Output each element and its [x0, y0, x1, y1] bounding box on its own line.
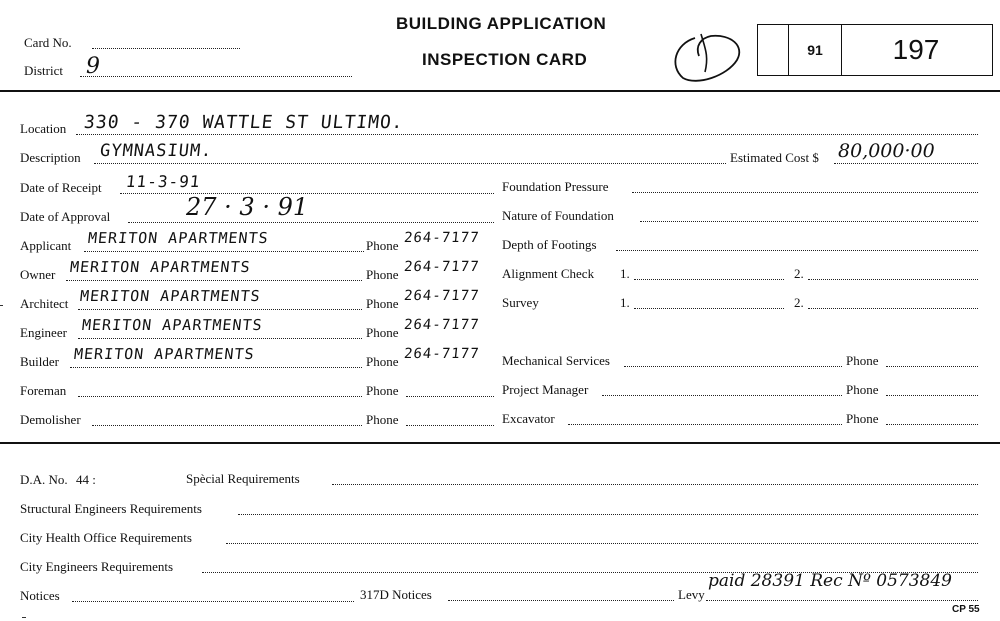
survey-1-label: 1. — [620, 295, 630, 310]
foreman-phone-line — [406, 396, 494, 397]
builder-phone-value: 264-7177 — [403, 346, 481, 362]
mechanical-label: Mechanical Services — [502, 353, 610, 368]
levy-value: paid 28391 Rec Nº 0573849 — [708, 571, 952, 591]
survey-1-line — [634, 308, 784, 309]
card-number-small-cell — [788, 25, 842, 75]
da-no-label: D.A. No. — [20, 472, 68, 487]
card-number-large: 197 — [892, 34, 940, 65]
date-receipt-value: 11-3-91 — [125, 172, 202, 191]
owner-label: Owner — [20, 267, 56, 282]
margin-tick — [0, 305, 3, 306]
engineer-label: Engineer — [20, 325, 67, 340]
foreman-label: Foreman — [20, 383, 67, 398]
excavator-phone-line — [886, 424, 978, 425]
levy-line — [706, 600, 978, 601]
excavator-label: Excavator — [502, 411, 555, 426]
notices-label: Notices — [20, 588, 60, 603]
owner-value: MERITON APARTMENTS — [69, 258, 252, 276]
notices-317-line — [448, 600, 674, 601]
alignment-1-label: 1. — [620, 266, 630, 281]
owner-line — [66, 280, 362, 281]
card-number-box — [757, 24, 993, 76]
header-rule — [0, 90, 1000, 92]
description-line — [94, 163, 726, 164]
alignment-check-label: Alignment Check — [502, 266, 595, 281]
alignment-2-line — [808, 279, 978, 280]
builder-phone-label: Phone — [366, 354, 399, 369]
health-req-label: City Health Office Requirements — [20, 530, 192, 545]
owner-phone-label: Phone — [366, 267, 399, 282]
structural-req-line — [238, 514, 978, 515]
builder-value: MERITON APARTMENTS — [73, 345, 256, 363]
project-manager-phone-label: Phone — [846, 382, 879, 397]
engineer-phone-label: Phone — [366, 325, 399, 340]
excavator-phone-label: Phone — [846, 411, 879, 426]
project-manager-line — [602, 395, 842, 396]
form-title-line2: INSPECTION CARD — [422, 50, 588, 69]
date-approval-label: Date of Approval — [20, 209, 111, 224]
project-manager-phone-line — [886, 395, 978, 396]
demolisher-label: Demolisher — [20, 412, 81, 427]
engineer-value: MERITON APARTMENTS — [81, 316, 264, 334]
applicant-line — [84, 251, 364, 252]
handwritten-initial-mark — [665, 26, 750, 86]
engineer-line — [78, 338, 362, 339]
demolisher-phone-label: Phone — [366, 412, 399, 427]
survey-2-label: 2. — [794, 295, 804, 310]
applicant-phone-label: Phone — [366, 238, 399, 253]
location-label: Location — [20, 121, 67, 136]
description-value: GYMNASIUM. — [98, 141, 214, 161]
alignment-1-line — [634, 279, 784, 280]
foreman-line — [78, 396, 362, 397]
notices-line — [72, 601, 354, 602]
mechanical-line — [624, 366, 842, 367]
depth-footings-line — [616, 250, 978, 251]
demolisher-phone-line — [406, 425, 494, 426]
depth-footings-label: Depth of Footings — [502, 237, 597, 252]
middle-rule — [0, 442, 1000, 444]
form-title-line1: BUILDING APPLICATION — [396, 14, 607, 33]
applicant-value: MERITON APARTMENTS — [87, 229, 270, 247]
district-value: 9 — [86, 54, 100, 79]
estimated-cost-label: Estimated Cost $ — [730, 150, 819, 165]
levy-label: Levy — [678, 587, 705, 602]
architect-label: Architect — [20, 296, 69, 311]
health-req-line — [226, 543, 978, 544]
builder-label: Builder — [20, 354, 59, 369]
margin-tick — [22, 617, 26, 618]
district-label: District — [24, 63, 63, 78]
applicant-phone-value: 264-7177 — [403, 230, 481, 246]
location-value: 330 - 370 WATTLE ST ULTIMO. — [82, 112, 405, 133]
architect-phone-value: 264-7177 — [403, 288, 481, 304]
builder-line — [70, 367, 362, 368]
date-approval-line — [128, 222, 494, 223]
city-eng-req-label: City Engineers Requirements — [20, 559, 174, 574]
description-label: Description — [20, 150, 81, 165]
card-no-label: Card No. — [24, 35, 72, 50]
location-line — [76, 134, 978, 135]
card-number-small: 91 — [807, 42, 823, 58]
date-receipt-label: Date of Receipt — [20, 180, 102, 195]
estimated-cost-line — [834, 163, 978, 164]
card-no-line — [92, 48, 240, 49]
structural-req-label: Structural Engineers Requirements — [20, 501, 202, 516]
architect-value: MERITON APARTMENTS — [79, 287, 262, 305]
date-approval-value: 27 · 3 · 91 — [186, 193, 309, 221]
district-line — [80, 76, 352, 77]
survey-label: Survey — [502, 295, 539, 310]
architect-phone-label: Phone — [366, 296, 399, 311]
applicant-label: Applicant — [20, 238, 72, 253]
foundation-pressure-line — [632, 192, 978, 193]
survey-2-line — [808, 308, 978, 309]
mechanical-phone-label: Phone — [846, 353, 879, 368]
owner-phone-value: 264-7177 — [403, 259, 481, 275]
nature-foundation-line — [640, 221, 978, 222]
engineer-phone-value: 264-7177 — [403, 317, 481, 333]
foreman-phone-label: Phone — [366, 383, 399, 398]
alignment-2-label: 2. — [794, 266, 804, 281]
architect-line — [78, 309, 362, 310]
nature-foundation-label: Nature of Foundation — [502, 208, 614, 223]
foundation-pressure-label: Foundation Pressure — [502, 179, 609, 194]
project-manager-label: Project Manager — [502, 382, 589, 397]
estimated-cost-value: 80,000·00 — [838, 140, 935, 162]
special-req-line — [332, 484, 978, 485]
demolisher-line — [92, 425, 362, 426]
mechanical-phone-line — [886, 366, 978, 367]
notices-317-label: 317D Notices — [360, 587, 432, 602]
da-no-value: 44 : — [76, 472, 96, 487]
form-code: CP 55 — [952, 604, 980, 615]
special-req-label: Spècial Requirements — [186, 471, 300, 486]
excavator-line — [568, 424, 842, 425]
